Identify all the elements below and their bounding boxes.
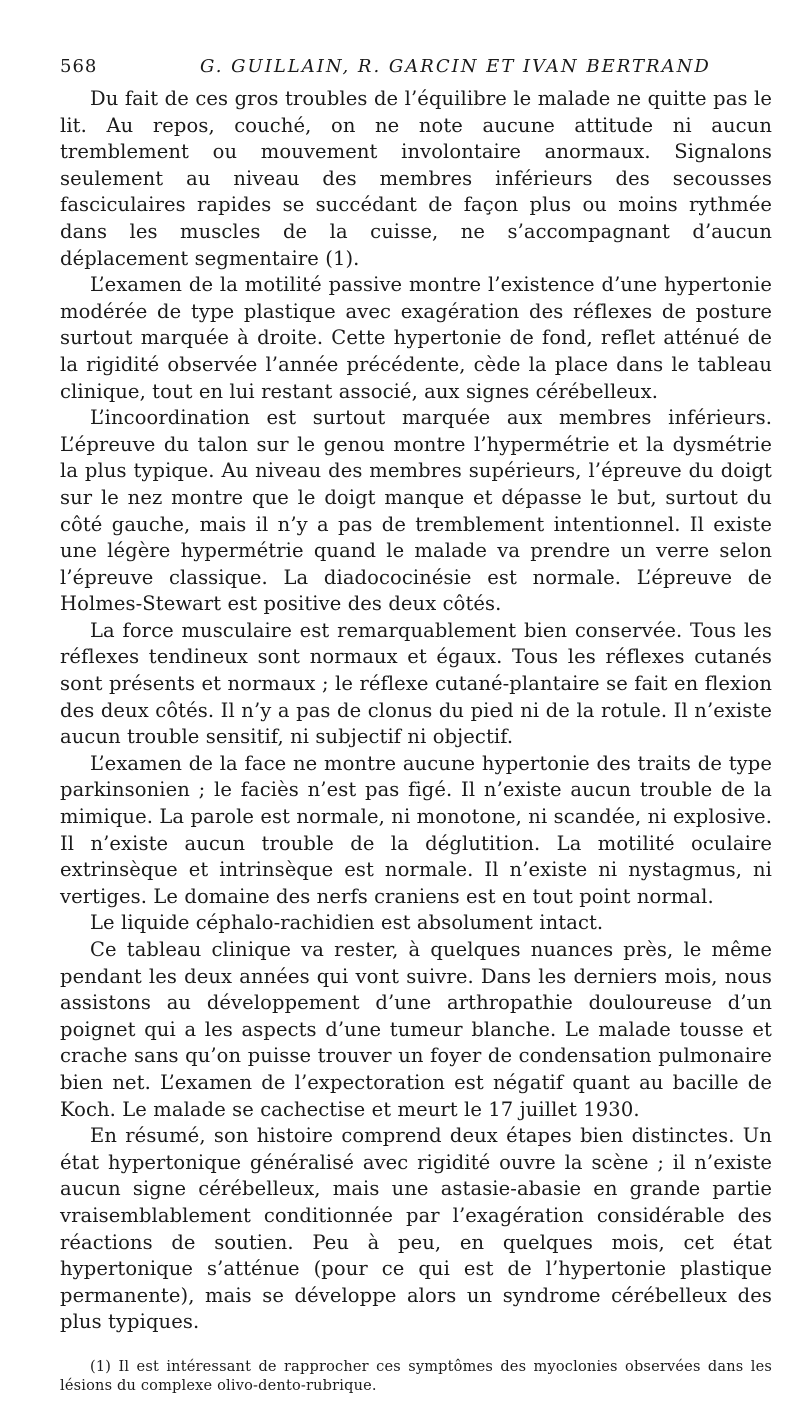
paragraph: Le liquide céphalo-rachidien est absolument intact.	[90, 911, 604, 935]
page-number: 568	[60, 56, 98, 77]
body-text	[60, 86, 772, 1336]
page	[60, 56, 772, 1396]
paragraph: L’incoordination est surtout marquée aux membres inférieurs. L’épreuve du talon sur le genou montre l’hypermétrie et la dysmétrie la plus typique. Au niveau des membres supérieurs, l’épreuve du doigt sur le nez montre que le doigt manque et dépasse le but, surtout du côté gauche, mais il n’y a pas de tremblement intentionnel. Il existe une légère hypermétrie quand le malade va prendre un verre selon l’épreuve classique. La diadococinésie est normale. L’épreuve de Holmes-Stewart est positive des deux côtés.	[60, 406, 772, 616]
page-header	[60, 56, 772, 86]
paragraph: En résumé, son histoire comprend deux étapes bien distinctes. Un état hypertonique généralisé avec rigidité ouvre la scène ; il n’existe aucun signe cérébelleux, mais une astasie-abasie en grande partie vraisemblablement conditionnée par l’exagération considérable des réactions de soutien. Peu à peu, en quelques mois, cet état hypertonique s’atténue (pour ce qui est de l’hypertonie plastique permanente), mais se développe alors un syndrome cérébelleux des plus typiques.	[60, 1124, 772, 1334]
paragraph: La force musculaire est remarquablement bien conservée. Tous les réflexes tendineux sont normaux et égaux. Tous les réflexes cutanés sont présents et normaux ; le réflexe cutané-plantaire se fait en flexion des deux côtés. Il n’y a pas de clonus du pied ni de la rotule. Il n’existe aucun trouble sensitif, ni subjectif ni objectif.	[60, 618, 772, 749]
footnote: (1) Il est intéressant de rapprocher ces symptômes des myoclonies observées dans les lésions du complexe olivo-dento-rubrique.	[60, 1358, 772, 1394]
paragraph: Ce tableau clinique va rester, à quelques nuances près, le même pendant les deux années qui vont suivre. Dans les derniers mois, nous assistons au développement d’une arthropathie douloureuse d’un poignet qui a les aspects d’une tumeur blanche. Le malade tousse et crache sans qu’on puisse trouver un foyer de condensation pulmonaire bien net. L’examen de l’expectoration est négatif quant au bacille de Koch. Le malade se cachectise et meurt le 17 juillet 1930.	[60, 938, 772, 1121]
paragraph: L’examen de la motilité passive montre l’existence d’une hypertonie modérée de type plastique avec exagération des réflexes de posture surtout marquée à droite. Cette hypertonie de fond, reflet atténué de la rigidité observée l’année précédente, cède la place dans le tableau clinique, tout en lui restant associé, aux signes cérébelleux.	[60, 273, 772, 403]
running-head: G. GUILLAIN, R. GARCIN ET IVAN BERTRAND	[200, 56, 711, 77]
paragraph: Du fait de ces gros troubles de l’équilibre le malade ne quitte pas le lit. Au repos, couché, on ne note aucune attitude ni aucun tremblement ou mouvement involontaire anormaux. Signalons seulement au niveau des membres inférieurs des secousses fasciculaires rapides se succédant de façon plus ou moins rythmée dans les muscles de la cuisse, ne s’accompagnant d’aucun déplacement segmentaire (1).	[60, 87, 772, 270]
paragraph: L’examen de la face ne montre aucune hypertonie des traits de type parkinsonien ; le faciès n’est pas figé. Il n’existe aucun trouble de la mimique. La parole est normale, ni monotone, ni scandée, ni explosive. Il n’existe aucun trouble de la déglutition. La motilité oculaire extrinsèque et intrinsèque est normale. Il n’existe ni nystagmus, ni vertiges. Le domaine des nerfs craniens est en tout point normal.	[60, 751, 772, 908]
